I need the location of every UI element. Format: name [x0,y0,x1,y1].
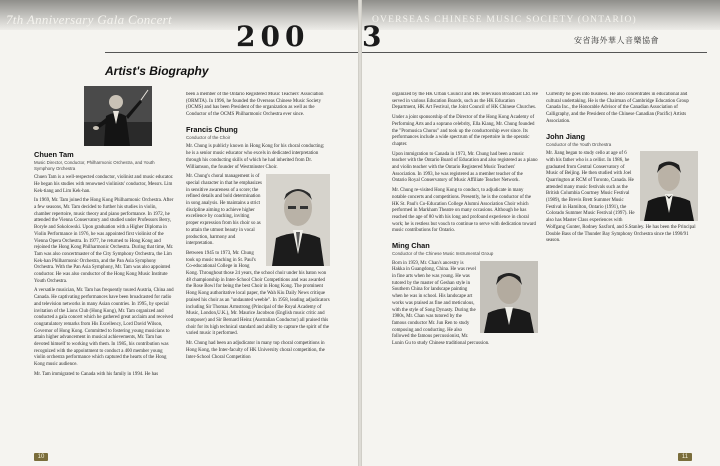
society-chinese-name: 安省海外華人音樂協會 [574,36,659,45]
chuen-tam-photo [84,86,152,146]
francis-chung-name: Francis Chung [186,124,238,134]
year-right-part: 3 [362,20,387,53]
year-left-part: 200 [236,20,310,53]
john-jiang-role: Conductor of the Youth Orchestra [546,141,612,147]
header-rule [362,52,707,53]
right-banner [362,0,720,30]
john-jiang-photo [640,151,698,221]
francis-chung-continued: Upon immigration to Canada in 1973, Mr. Chung had been a music teacher with the Ontario Board of Education and also registered as a piano and violin teacher with the Ontario Registered Music Teachers' Association. In 1993, he was registered as a member teacher of the Ontario Royal Conservatory of Music Affiliate Teacher Network. [392,151,538,184]
francis-chung-continued: organized by the HK Urban Council and HK Television Broadcast Ltd. He served in various Education Boards, such as the HK Education Department, HK Art Festival, the Joint Council of HK Chinese Churches. [392,92,538,111]
chuen-tam-paragraph: A versatile musician, Mr. Tam has frequently toured Austria, China and Canada. He captivating performances have been broadcasted for radio and television networks in many Asian countries. In 1995, by special invitation of the Lions Club (Hong Kong), Mr. Tam organized and conducted a gala concert which he gathered great acclaim and received congratulatory remarks from His Excellency, Lord David Wilson, Governor of Hong Kong. Committed to fostering young musicians to attain higher advancement in musical achievements, Mr. Tam has devoted himself to working with them. In 1985, his contribution was recognized with the appointment to conduct a 400 member young violin orchestra performance which captured the hearts of the Hong Kong music audience. [34,288,174,368]
francis-chung-paragraph: Mr. Chung is publicly known in Hong Kong for his choral conducting; he is a senior music educator who excels in dedicated interpretation through his conducting skills of which he had inherited from Dr. Williamson, the founder of Westminster Choir. [186,144,325,170]
chuen-tam-paragraph: In 1969, Mr. Tam joined the Hong Kong Philharmonic Orchestra. After a few seasons, Mr. Tam decided to further his studies in violin, chamber repertoire, music theory and piano performance. In 1972, he attended the Vienna Conservatory and studied under Professors Berry, Boryle and Sokolowski. Upon graduation with a Higher Diploma in Violin Performance in 1976, he was appointed first violinist of the Vienna Opera Orchestra. In 1977, he returned to Hong Kong and rejoined the Hong Kong Philharmonic Orchestra. During that time, Mr. Tam was also concertmaster of the City Symphony Orchestra, the Lim Kek-han Philharmonic Orchestra, and the Pan Asia Symphony Orchestra. With the Pan Asia Symphony, Mr. Tam was also appointed conductor. He was also conductor of the Hong Kong Music Institute Youth Orchestra. [34,198,174,284]
ming-chan-paragraph: Born in 1959, Mr. Chan's ancestry is Hakka in Guangdong, China. He was revel in fine arts when he was young. He was tutored by the master of Geshan style in Southern China for landscape painting when he was in school. His landscape art works was praised as fine and meticulous, with the style of Song Dynasty. During the 1980s, Mr. Chan was tutored by the famous conductor Mr. Jun Ren to study composing and conducting. He also followed the famous percussionist, Mr. Lunin Gu to study Chinese traditional percussion. [392,260,490,347]
left-page [0,0,358,466]
portrait-man-icon [480,261,538,333]
ming-chan-name: Ming Chan [392,241,430,251]
chuen-tam-continued: been a member of the Ontario Registered Music Teachers' Association (ORMTA). In 1996, he founded the Overseas Chinese Music Society (OCMS) and has been President of the organization as well as the Conductor of the OCMS Philharmonic Orchestra ever since. [186,92,324,118]
page-number-left: 10 [34,453,48,461]
chuen-tam-paragraph: Chuen Tam is a well-respected conductor, violinist and music educator. He began his studies with renowned violinists' conductor, Messrs. Lim Kek-tiang and Lim Kek-han. [34,175,174,194]
john-jiang-name: John Jiang [546,131,586,141]
conductor-silhouette-icon [84,86,152,146]
heading-rule [105,52,358,53]
page-number-right: 11 [678,453,692,461]
francis-chung-role: Conductor of the Choir [186,134,231,140]
section-heading: Artist's Biography [105,64,209,78]
right-page [362,0,720,466]
ming-chan-photo [480,261,538,333]
ming-chan-continued: Currently he goes into business. He also concentrates in educational and cultural undertaking. He is the Chairman of Cambridge Education Group Canada Inc., the Honorable Advisor of the Canadian Association of Calligraphy, and the President of the Chinese Canadian (Pacific) Artists Association. [546,92,689,124]
chuen-tam-role: Music Director, Conductor, Philharmonic Orchestra, and Youth Symphony Orchestra [34,160,155,171]
portrait-man-icon [640,151,698,221]
francis-chung-continued: Under a joint sponsorship of the Director of the Hong Kong Academy of Performing Arts and a soprano celebrity, Ella Kiang, Mr. Chung founded the "Promusica Chorus" and took up the conductorship ever since. Its performances include a wide spectrum of the repertoire in the operatic chapter. [392,115,535,147]
right-bio-column-2 [546,92,698,454]
concert-title: 7th Anniversary Gala Concert [6,12,172,27]
chuen-tam-name: Chuen Tam [34,150,74,159]
chuen-tam-paragraph: Mr. Tam immigrated to Canada with his family in 1994. He has [34,371,159,377]
francis-chung-paragraph: Mr. Chung had been an adjudicator in many top choral competitions in Hong Kong, the Inter-faculty of HK University choral competition, the Inter-School Choral Competition [186,341,325,360]
chuen-tam-bio-column [34,150,174,455]
ming-chan-role: Conductor of the Chinese Music Instrumental Group [392,251,494,257]
john-jiang-paragraph: Mr. Jiang began to study cello at age of 6 with his father who is a cellist. In 1986, he graduated from Central Conservatory of Music of Beijing. He then studied with Joel Quarrington at RCM of Toronto, Canada. He attended many music festivals such as the British Columbia Courtney Music Festival (1989), the Brevis Brett Summer Music Festival in Hamilton, Ontario (1991), the Colorado Summer Music Festival (1997). He also has Master Class experiences with Wolfgang Gunter, Rodney Saxford, and S.Stanley. He has been the Principal Double Bass of the Thunder Bay Symphony Orchestra since the 1990/91 season. [546,151,696,244]
society-title: OVERSEAS CHINESE MUSIC SOCIETY (ONTARIO) [372,15,637,25]
francis-chung-paragraph: Mr. Chung's choral management is of special character in that he emphasizes in sensitive awareness of a score; the refined details and bold determination in song analysis. He maintains a strict discipline aiming to achieve higher excellence by coaching, inviting proper expression from his choir so as to attain the utmost beauty in vocal production, harmony and interpretation. [186,174,262,247]
portrait-man-icon [266,174,330,266]
right-bio-column-1 [392,92,538,454]
francis-chung-continued: Mr. Chung re-visited Hong Kong to conduct, to adjudicate in many notable concerts and competitions. Presently, he is the conductor of the HK St. Paul's Co-Education College Alumni Association Choir which performed in Markham Theatre on many occasions. Although he has reached the age of 80 with his long and profound experience in choral work; he is restless but vouch to continue to serve with dedication toward music contributions for Ontario. [392,188,536,234]
francis-chung-photo [266,174,330,266]
francis-chung-bio-column [186,92,330,454]
francis-chung-paragraph: Between 1945 to 1973, Mr. Chung took up music teaching in St. Paul's Co-educational College in Hong Kong. Throughout those 24 years, the school choir under his baton won 48 championship in Inter-School Choir Competitions and was awarded the Rose Bowl for being the best Choir in Hong Kong. The prominent Hong Kong authoritative local paper, the Wah Kiu Daily News critique praised his choir as an "undaunted weeble". In 1958, leading adjudicators including Sir Thomas Armstrong (Principal of the Royal Academy of Music, London,U.K.), Mr. Maurice Jacobson (English music critic and composer) and Sir Bernard Heinz (Australian Conductor) all praised this choir for its high technical standard and ability to capture the spirit of the varied music it performed. [186,250,330,337]
